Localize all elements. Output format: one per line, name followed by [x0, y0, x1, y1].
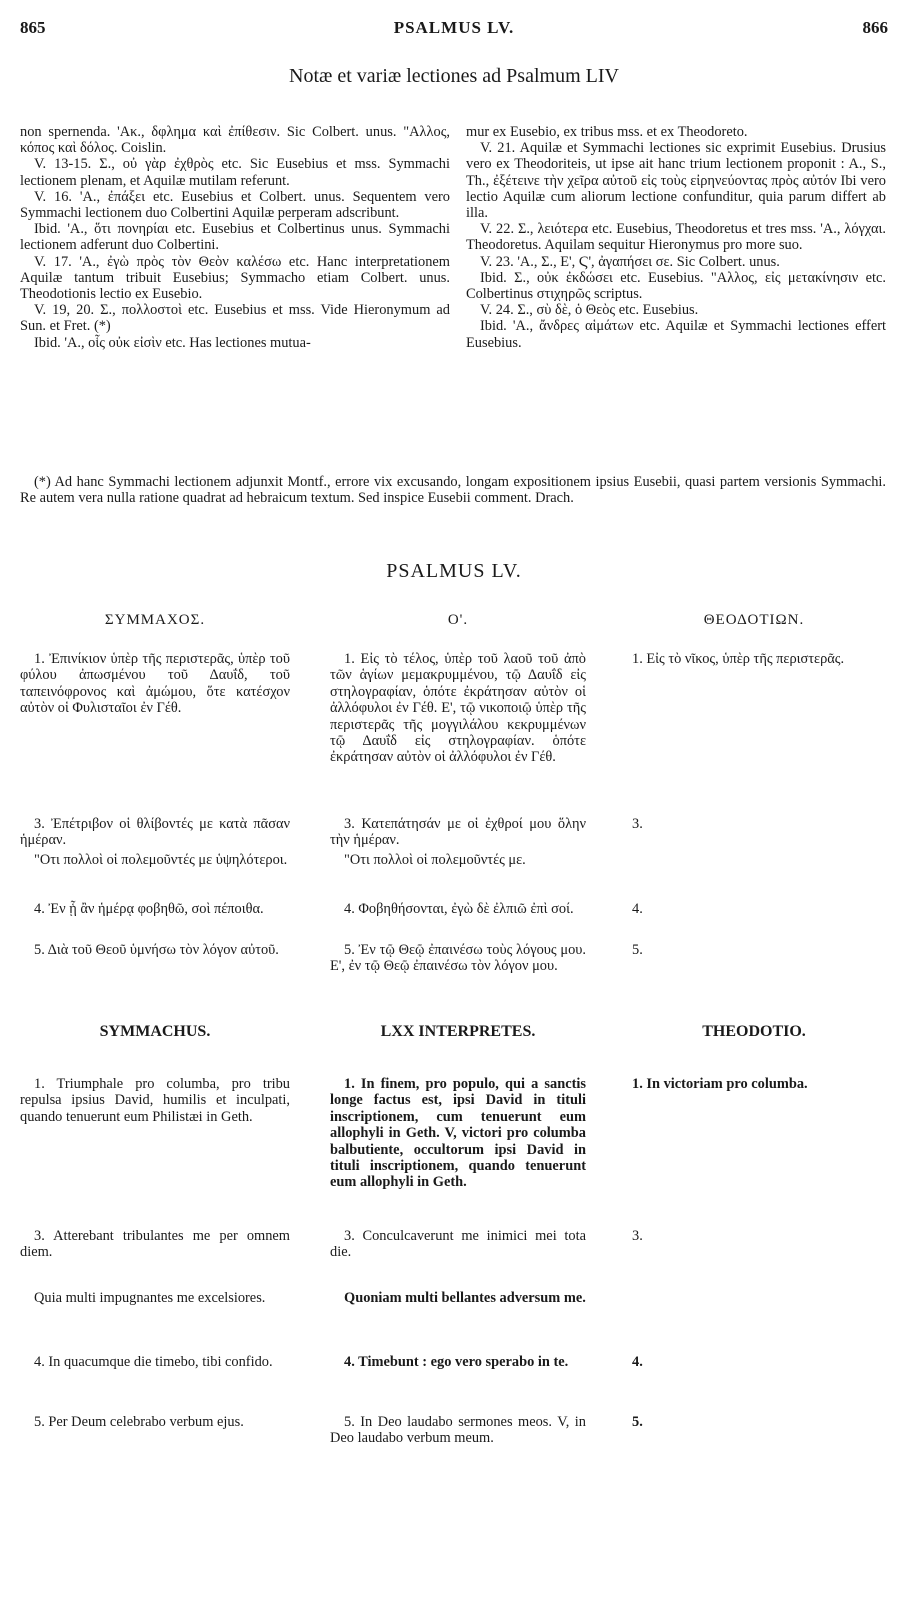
- latin-symmachus-verse-5: 5. Per Deum celebrabo verbum ejus.: [34, 1414, 244, 1430]
- note-paragraph: V. 24. Σ., σὺ δὲ, ὁ Θεὸς etc. Eusebius.: [480, 302, 699, 319]
- column-header-theodotion-latin: THEODOTIO.: [702, 1023, 806, 1040]
- latin-lxx-verse-3b: Quoniam multi bellantes adversum me.: [344, 1290, 586, 1306]
- column-header-lxx-greek: Ο'.: [447, 612, 469, 628]
- note-paragraph: V. 21. Aquilæ et Symmachi lectiones sic exprimit Eusebius. Drusius vero ex Theodoriteis, ut ipse ait hanc trium lectionem proponit : A., S., Th., ἐξέτεινε τὴν χεῖρα αὐτοῦ εἰς τοὺς εἰρηνεύοντας πρὸς αὐτόν Ibi vero lectio Aquilæ cum aliorum lectione confunditur, quia parum differt ab illa.: [466, 140, 886, 222]
- note-paragraph: V. 17. 'Α., ἐγὼ πρὸς τὸν Θεὸν καλέσω etc. Hanc interpretationem Aquilæ tantum tribuit Eusebius; Symmacho etiam Colbert. unus. Theodotionis lectio ex Eusebio.: [20, 253, 450, 303]
- column-header-theodotion-greek: ΘΕΟΔΟΤΙΩΝ.: [703, 612, 805, 628]
- latin-lxx-verse-3: 3. Conculcaverunt me inimici mei tota die.: [330, 1228, 586, 1261]
- latin-symmachus-verse-3: 3. Atterebant tribulantes me per omnem diem.: [20, 1228, 290, 1261]
- page-number-left: 865: [20, 18, 46, 37]
- greek-lxx-verse-3: 3. Κατεπάτησάν με οἱ ἐχθροί μου ὅλην τὴν ἡμέραν.: [330, 816, 586, 849]
- note-paragraph: non spernenda. 'Ακ., δφλημα καὶ ἐπίθεσιν. Sic Colbert. unus. "Αλλος, κόπος καὶ δόλος. Coislin.: [20, 124, 450, 157]
- footnote: (*) Ad hanc Symmachi lectionem adjunxit Montf., errore vix excusando, longam expositionem ipsius Eusebii, quasi partem versionis Symmachi. Re autem vera nulla ratione quadrat ad hebraicum textum. Sed inspice Eusebii comment. Drach.: [20, 474, 886, 507]
- greek-theodotion-verse-1: 1. Εἰς τὸ νῖκος, ὑπὲρ τῆς περιστερᾶς.: [632, 651, 845, 667]
- greek-symmachus-verse-1: 1. Ἐπινίκιον ὑπὲρ τῆς περιστερᾶς, ὑπὲρ τοῦ φύλου ἀπωσμένου τοῦ Δαυΐδ, τοῦ ταπεινόφρονος καὶ ἀμώμου, ὅτε κατέσχον αὐτὸν οἱ Φυλισταῖοι ἐν Γέθ.: [20, 651, 290, 717]
- notes-column-left: [20, 124, 450, 351]
- note-paragraph: Ibid. 'Α., οἷς οὐκ εἰσὶν etc. Has lectiones mutua-: [34, 334, 311, 351]
- greek-lxx-verse-5: 5. Ἐν τῷ Θεῷ ἐπαινέσω τοὺς λόγους μου. Ε', ἐν τῷ Θεῷ ἐπαινέσω τὸν λόγον μου.: [330, 942, 586, 975]
- latin-lxx-verse-4: 4. Timebunt : ego vero sperabo in te.: [344, 1354, 569, 1370]
- note-paragraph: V. 16. 'Α., ἐπάξει etc. Eusebius et Colbert. unus. Sequentem vero Symmachi lectionem duo Colbertini Aquilæ perperam adscribunt.: [20, 188, 450, 222]
- column-header-symmachus-latin: SYMMACHUS.: [99, 1023, 211, 1040]
- column-header-symmachus-greek: ΣΥΜΜΑΧΟΣ.: [104, 612, 206, 628]
- column-header-lxx-latin: LXX INTERPRETES.: [380, 1023, 536, 1040]
- note-paragraph: V. 13-15. Σ., οὐ γὰρ ἐχθρὸς etc. Sic Eusebius et mss. Symmachi lectionem plenam, et Aquilæ mutilam referunt.: [20, 156, 450, 189]
- greek-symmachus-verse-3: 3. Ἐπέτριβον οἱ θλίβοντές με κατὰ πᾶσαν ἡμέραν.: [20, 816, 290, 849]
- greek-symmachus-verse-5: 5. Διὰ τοῦ Θεοῦ ὑμνήσω τὸν λόγον αὐτοῦ.: [34, 942, 279, 958]
- notes-title: Notæ et variæ lectiones ad Psalmum LIV: [289, 65, 619, 87]
- latin-symmachus-verse-3b: Quia multi impugnantes me excelsiores.: [34, 1290, 266, 1306]
- note-paragraph: Ibid. 'Α., ὅτι πονηρίαι etc. Eusebius et Colbertinus unus. Symmachi lectionem adferunt duo Colbertini.: [20, 221, 450, 254]
- greek-lxx-verse-1: 1. Εἰς τὸ τέλος, ὑπὲρ τοῦ λαοῦ τοῦ ἀπὸ τῶν ἁγίων μεμακρυμμένου, τῷ Δαυΐδ εἰς στηλογραφίαν, ὁπότε ἐκράτησαν αὐτὸν οἱ ἀλλόφυλοι ἐν Γέθ. Ε', τῷ νικοποιῷ ὑπὲρ τῆς περιστερᾶς τῆς μογγιλάλου κεκρυμμένων τῷ Δαυΐδ εἰς στηλογραφίαν. ὁπότε ἐκράτησαν αὐτὸν οἱ ἀλλόφυλοι ἐν Γέθ.: [330, 651, 586, 766]
- note-paragraph: V. 22. Σ., λειότερα etc. Eusebius, Theodoretus et tres mss. 'Α., λόγχαι. Theodoretus. Aquilam sequitur Hieronymus pro more suo.: [466, 221, 886, 254]
- psalm-title: PSALMUS LV.: [386, 560, 522, 582]
- greek-theodotion-verse-5: 5.: [632, 942, 643, 958]
- latin-theodotion-verse-5: 5.: [632, 1414, 643, 1430]
- latin-theodotion-verse-4: 4.: [632, 1354, 643, 1370]
- greek-theodotion-verse-4: 4.: [632, 901, 643, 917]
- note-paragraph: V. 23. 'Α., Σ., Ε', Ϛ', ἀγαπήσει σε. Sic Colbert. unus.: [480, 253, 780, 270]
- note-paragraph: Ibid. Σ., οὐκ ἐκδώσει etc. Eusebius. "Αλλος, εἰς μετακίνησιν etc. Colbertinus στιχηρῶς scriptus.: [466, 269, 886, 303]
- latin-theodotion-verse-3: 3.: [632, 1228, 643, 1244]
- latin-lxx-verse-5: 5. In Deo laudabo sermones meos. V, in Deo laudabo verbum meum.: [330, 1414, 586, 1447]
- greek-theodotion-verse-3: 3.: [632, 816, 643, 832]
- latin-lxx-verse-1: 1. In finem, pro populo, qui a sanctis longe factus est, ipsi David in tituli inscriptionem, cum tenuerunt eum allophyli in Geth. V, victori pro columba balbutiente, occultorum ipsi David in tituli inscriptionem, quando tenuerunt eum allophyli in Geth.: [330, 1076, 586, 1191]
- notes-column-right: [466, 124, 886, 351]
- note-paragraph: V. 19, 20. Σ., πολλοστοὶ etc. Eusebius et mss. Vide Hieronymum ad Sun. et Fret. (*): [20, 302, 450, 335]
- latin-theodotion-verse-1: 1. In victoriam pro columba.: [632, 1076, 808, 1092]
- greek-lxx-verse-4: 4. Φοβηθήσονται, ἐγὼ δὲ ἐλπιῶ ἐπὶ σοί.: [344, 901, 574, 917]
- greek-symmachus-verse-3b: "Οτι πολλοὶ οἱ πολεμοῦντές με ὑψηλότεροι.: [34, 852, 288, 868]
- note-paragraph: Ibid. 'Α., ἄνδρες αἱμάτων etc. Aquilæ et Symmachi lectiones effert Eusebius.: [466, 318, 886, 351]
- greek-symmachus-verse-4: 4. Ἐν ᾗ ἂν ἡμέρᾳ φοβηθῶ, σοὶ πέποιθα.: [34, 901, 264, 917]
- page-number-right: 866: [862, 18, 888, 37]
- latin-symmachus-verse-4: 4. In quacumque die timebo, tibi confido.: [34, 1354, 273, 1370]
- latin-symmachus-verse-1: 1. Triumphale pro columba, pro tribu repulsa ipsius David, humilis et inculpati, quando tenuerunt eum Philistæi in Geth.: [20, 1076, 290, 1125]
- greek-lxx-verse-3b: "Οτι πολλοὶ οἱ πολεμοῦντές με.: [344, 852, 526, 868]
- note-paragraph: mur ex Eusebio, ex tribus mss. et ex Theodoreto.: [466, 124, 748, 140]
- running-head: PSALMUS LV.: [393, 18, 515, 37]
